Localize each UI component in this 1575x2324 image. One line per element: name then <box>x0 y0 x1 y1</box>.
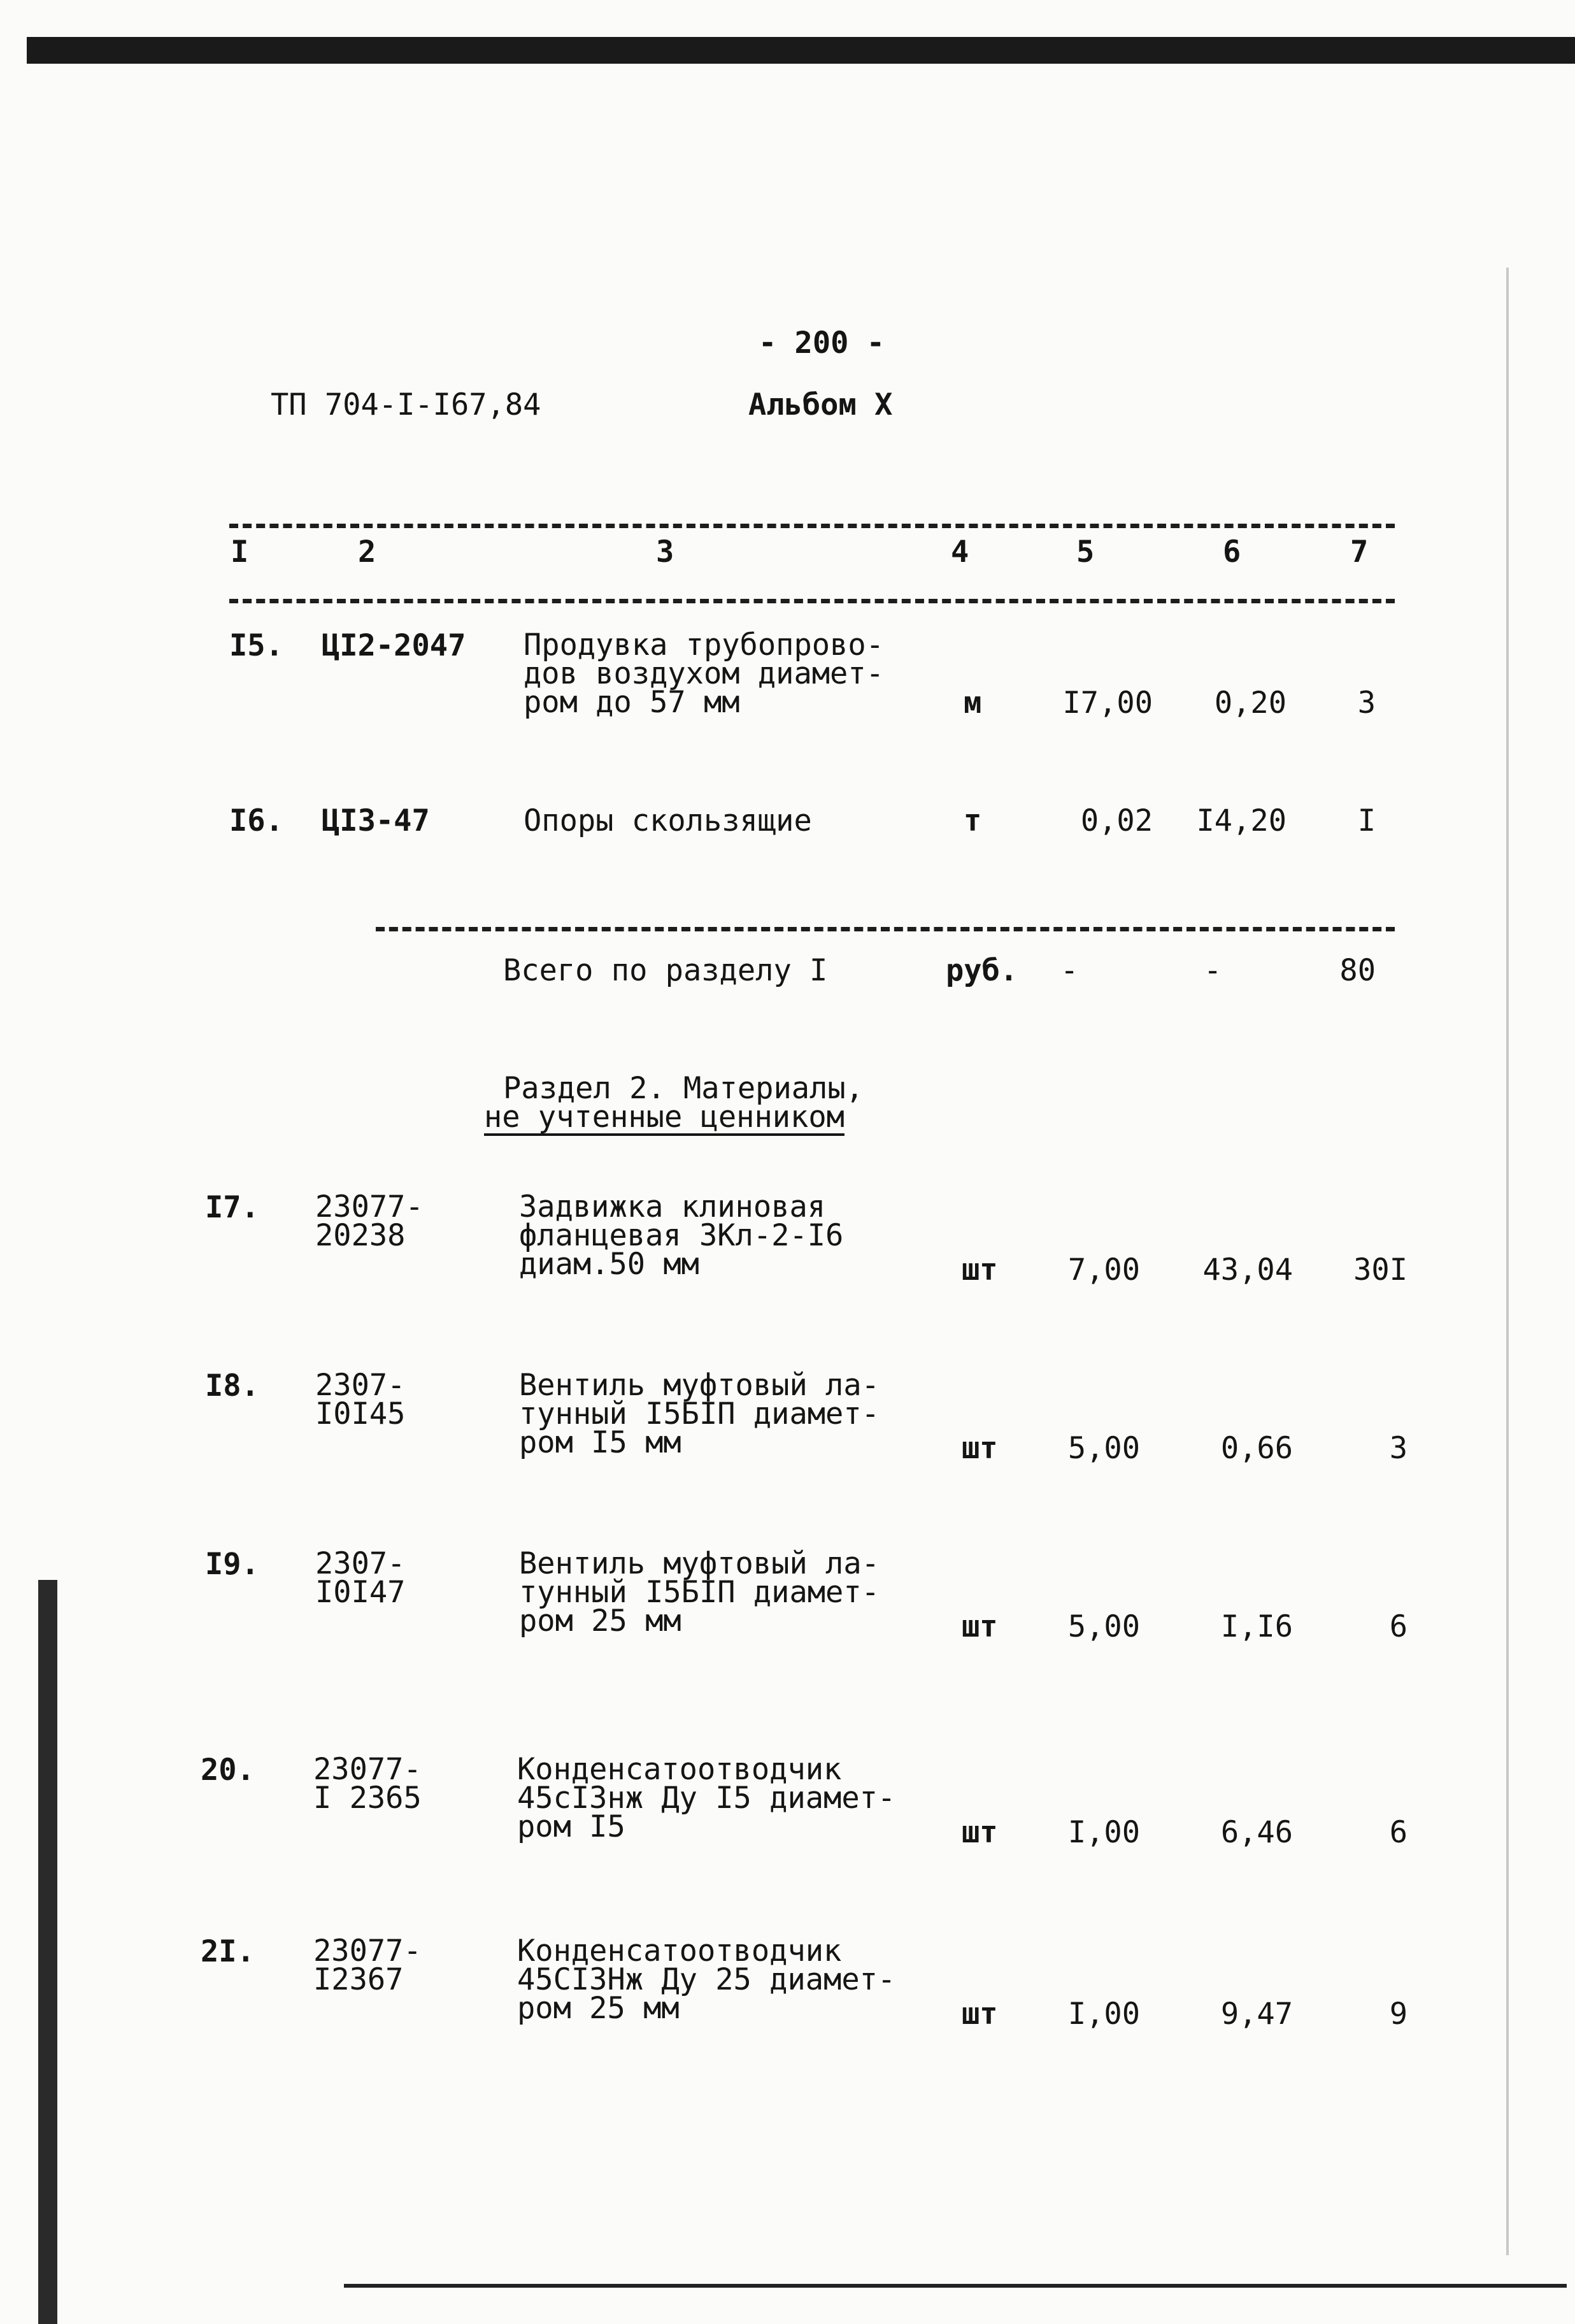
row-quantity: 5,00 <box>1067 1609 1140 1644</box>
subtotal-label: Всего по разделу I <box>503 953 828 988</box>
row-number: I7. <box>205 1190 259 1225</box>
row-code: 23077- 20238 <box>315 1189 424 1253</box>
row-price: 9,47 <box>1220 1997 1293 2032</box>
section-subtitle: не учтенные ценником <box>484 1100 845 1135</box>
scan-top-border <box>27 37 1575 64</box>
header-dash-top <box>229 524 1395 528</box>
row-total: 30I <box>1353 1252 1408 1288</box>
row-description: Продувка трубопрово- дов воздухом диамет- ром до 57 мм <box>524 628 884 720</box>
row-number: 20. <box>201 1753 255 1788</box>
row-description: Опоры скользящие <box>524 803 812 838</box>
row-price: 0,20 <box>1214 685 1286 721</box>
subtotal-total: 80 <box>1339 953 1376 988</box>
scan-left-edge <box>38 1580 57 2324</box>
header-dash-bottom <box>229 599 1395 603</box>
row-code: 2307- I0I45 <box>315 1368 406 1431</box>
column-header-5: 5 <box>1076 534 1095 570</box>
row-code: 23077- I2367 <box>313 1933 422 1997</box>
row-code: ЦI2-2047 <box>322 628 466 663</box>
column-header-3: 3 <box>656 534 674 570</box>
row-description: Вентиль муфтовый ла- тунный I5БIП диамет- ром I5 мм <box>519 1368 880 1460</box>
row-description: Конденсатоотводчик 45СI3Нж Ду 25 диамет- ром 25 мм <box>517 1933 896 2026</box>
row-total: 6 <box>1389 1815 1408 1850</box>
page-number: - 200 - <box>758 326 885 361</box>
row-unit: шт <box>962 1997 998 2032</box>
row-price: 0,66 <box>1220 1431 1293 1466</box>
row-total: 6 <box>1389 1609 1408 1644</box>
column-header-2: 2 <box>358 534 376 570</box>
row-code: 2307- I0I47 <box>315 1546 406 1610</box>
row-code: 23077- I 2365 <box>313 1752 422 1816</box>
row-price: I,I6 <box>1220 1609 1293 1644</box>
column-header-4: 4 <box>951 534 969 570</box>
row-number: 2I. <box>201 1934 255 1969</box>
row-number: I8. <box>205 1368 259 1403</box>
row-unit: шт <box>962 1609 998 1644</box>
row-quantity: I,00 <box>1067 1997 1140 2032</box>
row-quantity: I,00 <box>1067 1815 1140 1850</box>
row-price: 43,04 <box>1202 1252 1293 1288</box>
row-unit: м <box>964 685 982 721</box>
scan-right-edge <box>1506 268 1509 2255</box>
row-total: 3 <box>1357 685 1376 721</box>
row-description: Вентиль муфтовый ла- тунный I5БIП диамет- ром 25 мм <box>519 1546 880 1639</box>
column-header-1: I <box>231 534 249 570</box>
row-price: I4,20 <box>1196 803 1286 838</box>
album-label: Альбом X <box>748 387 893 422</box>
row-total: 3 <box>1389 1431 1408 1466</box>
row-unit: шт <box>962 1431 998 1466</box>
column-header-6: 6 <box>1223 534 1241 570</box>
row-unit: шт <box>962 1252 998 1288</box>
row-unit: шт <box>962 1815 998 1850</box>
row-unit: т <box>964 803 982 838</box>
row-description: Конденсатоотводчик 45сI3нж Ду I5 диамет- ром I5 <box>517 1752 896 1844</box>
subtotal-unit: руб. <box>946 953 1018 988</box>
scan-bottom-line <box>344 2284 1567 2288</box>
row-quantity: I7,00 <box>1062 685 1153 721</box>
column-header-7: 7 <box>1350 534 1369 570</box>
row-number: I9. <box>205 1547 259 1582</box>
doc-code: ТП 704-I-I67,84 <box>271 387 541 422</box>
section-title: Раздел 2. Материалы, <box>503 1071 864 1106</box>
row-number: I5. <box>229 628 283 663</box>
subtotal-dash <box>376 927 1395 931</box>
row-number: I6. <box>229 803 283 838</box>
row-code: ЦI3-47 <box>322 803 430 838</box>
row-quantity: 5,00 <box>1067 1431 1140 1466</box>
row-quantity: 7,00 <box>1067 1252 1140 1288</box>
row-quantity: 0,02 <box>1080 803 1153 838</box>
row-total: 9 <box>1389 1997 1408 2032</box>
row-total: I <box>1357 803 1376 838</box>
subtotal-price: - <box>1204 953 1222 988</box>
row-description: Задвижка клиновая фланцевая ЗКл-2-I6 диам.50 мм <box>519 1189 844 1282</box>
subtotal-quantity: - <box>1060 953 1079 988</box>
row-price: 6,46 <box>1220 1815 1293 1850</box>
